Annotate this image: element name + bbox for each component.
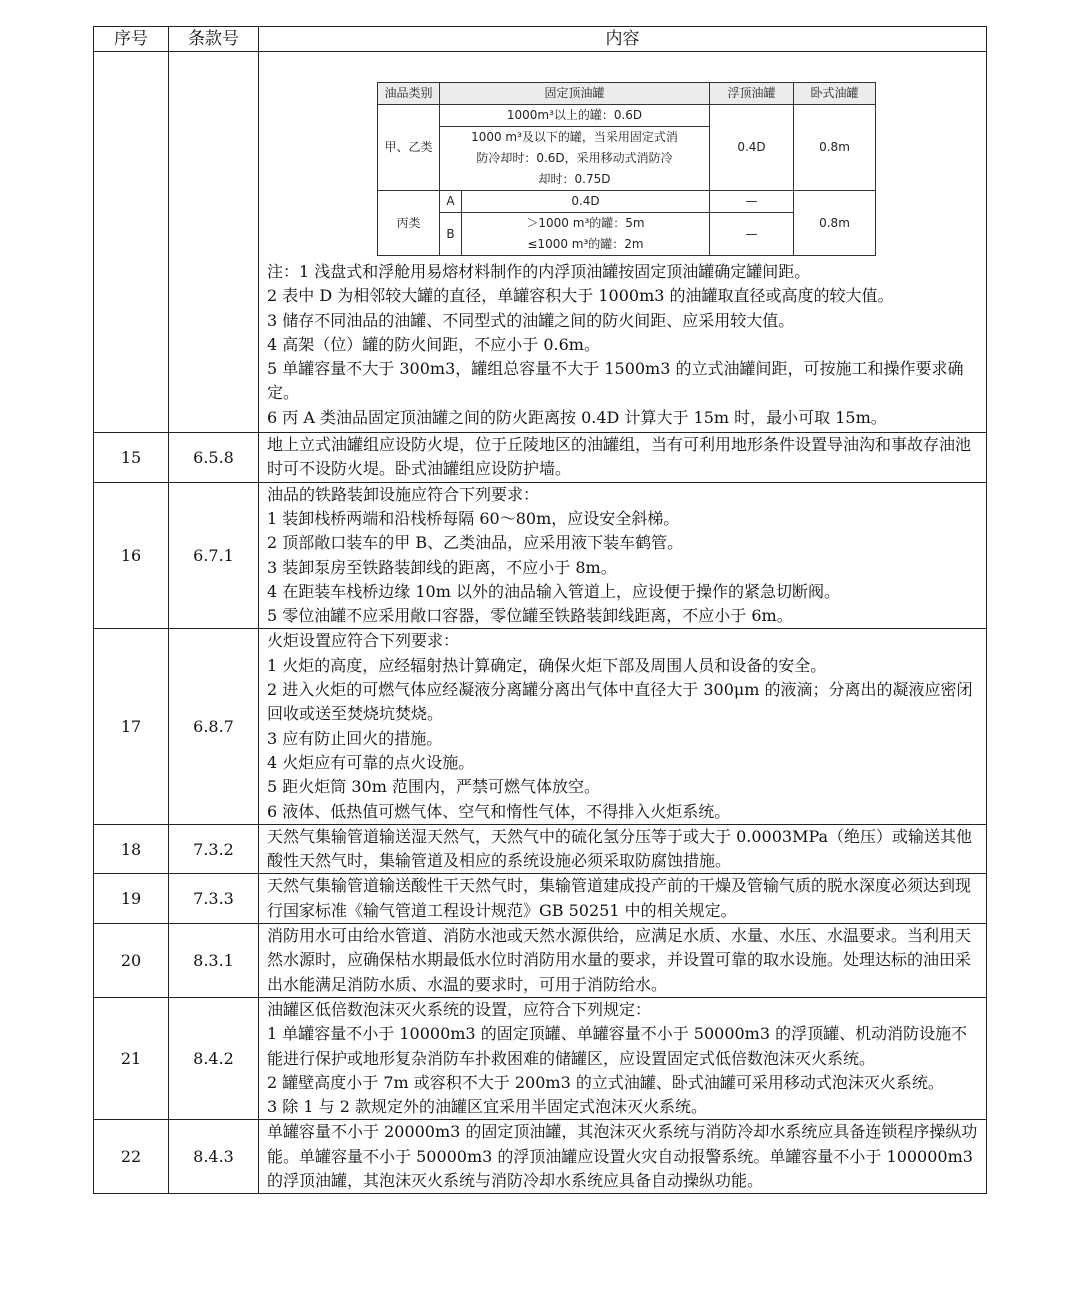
tank-header-fixed: 固定顶油罐 — [440, 83, 710, 105]
row-no: 15 — [94, 433, 169, 483]
content-line: 5 距火炬筒 30m 范围内，严禁可燃气体放空。 — [267, 777, 600, 797]
table-row — [94, 433, 987, 483]
tank-row-ab-1 — [378, 105, 876, 127]
row-content — [259, 924, 987, 998]
tank-ab-horizontal: 0.8m — [794, 105, 876, 191]
tank-c-sub-b: B — [440, 213, 462, 256]
notes — [267, 260, 982, 430]
table-row — [94, 874, 987, 924]
tank-header-floating: 浮顶油罐 — [710, 83, 794, 105]
tank-c-sub-a: A — [440, 191, 462, 213]
note-line: 5 单罐容量不大于 300m3，罐组总容量不大于 1500m3 的立式油罐间距，可按施工和操作要求确定。 — [267, 359, 964, 403]
table-row — [94, 1120, 987, 1194]
header-no: 序号 — [94, 27, 169, 52]
content-line: 6 液体、低热值可燃气体、空气和惰性气体，不得排入火炬系统。 — [267, 801, 731, 821]
row-clause — [169, 52, 259, 433]
content-line: 3 应有防止回火的措施。 — [267, 728, 443, 748]
note-line: 4 高架（位）罐的防火间距，不应小于 0.6m。 — [267, 334, 600, 354]
row-clause: 8.3.1 — [169, 924, 259, 998]
row-clause: 8.4.3 — [169, 1120, 259, 1194]
content-line: 5 零位油罐不应采用敞口容器，零位罐至铁路装卸线距离，不应小于 6m。 — [267, 606, 793, 626]
row-content — [259, 433, 987, 483]
content-line: 火炬设置应符合下列要求： — [267, 631, 460, 651]
row-content — [259, 52, 987, 433]
row-clause: 7.3.2 — [169, 824, 259, 874]
row-no: 20 — [94, 924, 169, 998]
content-line: 4 火炬应有可靠的点火设施。 — [267, 752, 475, 772]
tank-header-class: 油品类别 — [378, 83, 440, 105]
content-line: 天然气集输管道输送酸性干天然气时，集输管道建成投产前的干燥及管输气质的脱水深度必须达到现行国家标准《输气管道工程设计规范》GB 50251 中的相关规定。 — [267, 876, 972, 920]
tank-spacing-table — [377, 82, 876, 256]
row-content — [259, 629, 987, 824]
row-content — [259, 874, 987, 924]
table-row — [94, 924, 987, 998]
row-content — [259, 997, 987, 1119]
tank-header-horizontal: 卧式油罐 — [794, 83, 876, 105]
tank-ab-fixed-2: 1000 m³及以下的罐，当采用固定式消 防冷却时：0.6D，采用移动式消防冷 却时：0.75D — [440, 127, 710, 191]
row-no: 18 — [94, 824, 169, 874]
note-line: 3 储存不同油品的油罐、不同型式的油罐之间的防火间距、应采用较大值。 — [267, 310, 795, 330]
clause-table — [93, 26, 987, 1194]
content-line: 3 装卸泵房至铁路装卸线的距离，不应小于 8m。 — [267, 557, 617, 577]
row-no: 16 — [94, 482, 169, 629]
content-line: 单罐容量不小于 20000m3 的固定顶油罐，其泡沫灭火系统与消防冷却水系统应具备连锁程序操纵功能。单罐容量不小于 50000m3 的浮顶油罐应设置火灾自动报警系统。单罐容量不小于 100000m3 的浮顶油罐，其泡沫灭火系统与消防冷却水系统应具备自动操纵功能。 — [267, 1122, 978, 1190]
table-row — [94, 482, 987, 629]
row-clause: 6.5.8 — [169, 433, 259, 483]
content-line: 2 顶部敞口装车的甲 B、乙类油品，应采用液下装车鹤管。 — [267, 533, 684, 553]
row-content — [259, 1120, 987, 1194]
header-row — [94, 27, 987, 52]
tank-table-header — [378, 83, 876, 105]
row-clause: 6.8.7 — [169, 629, 259, 824]
note-line: 6 丙 A 类油品固定顶油罐之间的防火距离按 0.4D 计算大于 15m 时，最小可取 15m。 — [267, 407, 887, 427]
row-no: 22 — [94, 1120, 169, 1194]
row-clause: 6.7.1 — [169, 482, 259, 629]
content-line: 天然气集输管道输送湿天然气，天然气中的硫化氢分压等于或大于 0.0003MPa（绝压）或输送其他酸性天然气时，集输管道及相应的系统设施必须采取防腐蚀措施。 — [267, 826, 973, 871]
row-content — [259, 824, 987, 874]
header-clause: 条款号 — [169, 27, 259, 52]
tank-cb-fixed: ＞1000 m³的罐：5m ≤1000 m³的罐：2m — [462, 213, 710, 256]
row-content — [259, 482, 987, 629]
tank-c-horizontal: 0.8m — [794, 191, 876, 256]
content-line: 1 装卸栈桥两端和沿栈桥每隔 60～80m，应设安全斜梯。 — [267, 508, 680, 528]
tank-ca-fixed: 0.4D — [462, 191, 710, 213]
tank-ca-floating: — — [710, 191, 794, 213]
row-clause: 8.4.2 — [169, 997, 259, 1119]
tank-ab-fixed-1: 1000m³以上的罐：0.6D — [440, 105, 710, 127]
content-line: 1 火炬的高度，应经辐射热计算确定，确保火炬下部及周围人员和设备的安全。 — [267, 655, 827, 675]
content-line: 地上立式油罐组应设防火堤，位于丘陵地区的油罐组，当有可利用地形条件设置导油沟和事故存油池时可不设防火堤。卧式油罐组应设防护墙。 — [267, 435, 972, 479]
tank-class-ab: 甲、乙类 — [378, 105, 440, 191]
content-line: 3 除 1 与 2 款规定外的油罐区宜采用半固定式泡沫灭火系统。 — [267, 1097, 707, 1117]
tank-row-ca — [378, 191, 876, 213]
row-no: 19 — [94, 874, 169, 924]
tank-ab-floating: 0.4D — [710, 105, 794, 191]
content-line: 1 单罐容量不小于 10000m3 的固定顶罐、单罐容量不小于 50000m3 的浮顶罐、机动消防设施不能进行保护或地形复杂消防车扑救困难的储罐区，应设置固定式低倍数泡沫灭火系统。 — [267, 1024, 968, 1068]
note-line: 注：1 浅盘式和浮舱用易熔材料制作的内浮顶油罐按固定顶油罐确定罐间距。 — [267, 262, 811, 281]
tank-class-c: 丙类 — [378, 191, 440, 256]
content-line: 2 进入火炬的可燃气体应经凝液分离罐分离出气体中直径大于 300μm 的液滴；分离出的凝液应密闭回收或送至焚烧坑焚烧。 — [267, 680, 973, 724]
content-line: 油品的铁路装卸设施应符合下列要求： — [267, 484, 540, 504]
row-no: 21 — [94, 997, 169, 1119]
row-no — [94, 52, 169, 433]
tank-cb-floating: — — [710, 213, 794, 256]
table-row — [94, 629, 987, 824]
table-row — [94, 824, 987, 874]
header-content: 内容 — [259, 27, 987, 52]
content-line: 4 在距装车栈桥边缘 10m 以外的油品输入管道上，应设便于操作的紧急切断阀。 — [267, 581, 840, 601]
table-row — [94, 997, 987, 1119]
content-line: 消防用水可由给水管道、消防水池或天然水源供给，应满足水质、水量、水压、水温要求。当利用天然水源时，应确保枯水期最低水位时消防用水量的要求，并设置可靠的取水设施。处理达标的油田采出水能满足消防水质、水温的要求时，可用于消防给水。 — [267, 926, 972, 994]
table-row — [94, 52, 987, 433]
row-no: 17 — [94, 629, 169, 824]
content-line: 2 罐壁高度小于 7m 或容积不大于 200m3 的立式油罐、卧式油罐可采用移动式泡沫灭火系统。 — [267, 1072, 944, 1092]
content-line: 油罐区低倍数泡沫灭火系统的设置，应符合下列规定： — [267, 999, 652, 1019]
row-clause: 7.3.3 — [169, 874, 259, 924]
note-line: 2 表中 D 为相邻较大罐的直径，单罐容积大于 1000m3 的油罐取直径或高度的较大值。 — [267, 286, 894, 306]
